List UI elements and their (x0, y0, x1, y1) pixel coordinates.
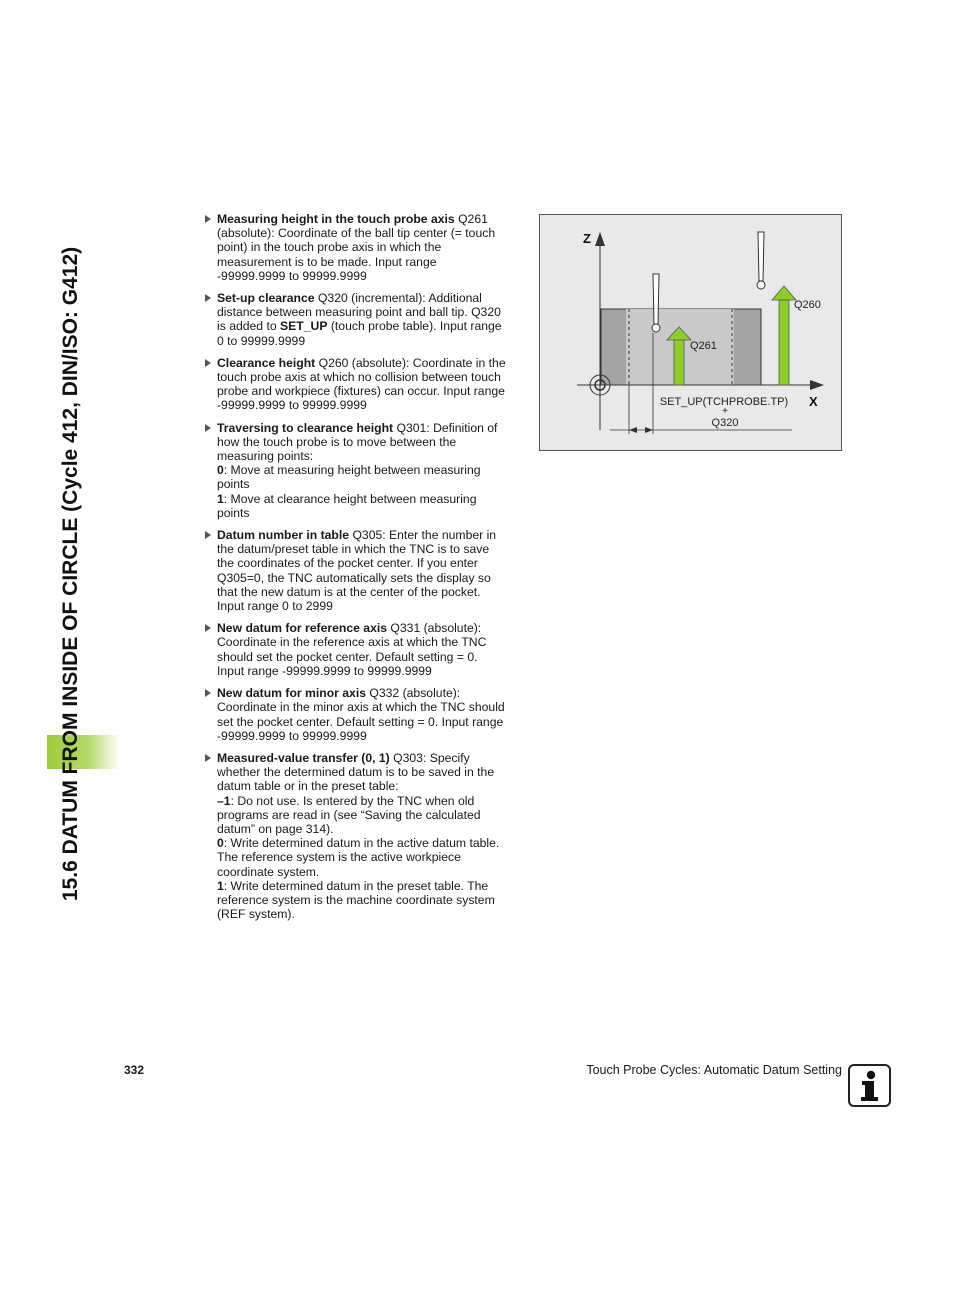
param-measured-value-transfer: Measured-value transfer (0, 1) Q303: Specify whether the determined datum is to be saved in the datum table or in the preset table: –1: Do not use. Is entered by the TNC when old programs are read in (see “Saving the calculated datum” on page 314). 0: Write determined datum in the active datum table. The reference system is the active workpiece coordinate system. 1: Write determined datum in the preset table. The reference system is the machine coordinate system (REF system). (204, 751, 520, 921)
param-setup-clearance: Set-up clearance Q320 (incremental): Additional distance between measuring point and ball tip. Q320 is added to SET_UP (touch probe table). Input range 0 to 99999.9999 (204, 291, 520, 348)
info-icon (848, 1064, 891, 1107)
param-label: Traversing to clearance height (217, 420, 394, 435)
param-measuring-height: Measuring height in the touch probe axis Q261 (absolute): Coordinate of the ball tip center (= touch point) in the touch probe axis in which the measurement is to be made. Input range -99999.9999 to 99999.9999 (204, 212, 520, 283)
param-label: Set-up clearance (217, 291, 315, 306)
footer-chapter-title: Touch Probe Cycles: Automatic Datum Setting (586, 1063, 842, 1077)
touch-probe-icon (757, 232, 765, 289)
z-axis-label: Z (583, 231, 591, 246)
q261-label: Q261 (690, 340, 717, 352)
param-datum-number: Datum number in table Q305: Enter the number in the datum/preset table in which the TNC is to save the coordinates of the pocket center. If you enter Q305=0, the TNC automatically sets the display so that the new datum is at the center of the pocket. Input range 0 to 2999 (204, 528, 520, 613)
probe-diagram-svg (540, 215, 843, 452)
dimension-arrow-icon (629, 427, 637, 433)
param-label: Datum number in table (217, 528, 350, 543)
parameter-list (204, 212, 520, 929)
page-number: 332 (124, 1063, 145, 1077)
triangle-bullet-icon (205, 215, 211, 223)
param-datum-reference-axis: New datum for reference axis Q331 (absolute): Coordinate in the reference axis at which the TNC should set the pocket center. Default setting = 0. Input range -99999.9999 to 99999.9999 (204, 621, 520, 678)
q260-green-arrow (772, 286, 796, 385)
dimension-arrow-icon (645, 427, 653, 433)
triangle-bullet-icon (205, 624, 211, 632)
q320-label: Q320 (711, 417, 739, 429)
setup-label: SET_UP(TCHPROBE.TP) (659, 396, 789, 408)
triangle-bullet-icon (205, 294, 211, 302)
param-label: New datum for minor axis (217, 686, 366, 701)
param-label: Measuring height in the touch probe axis (217, 212, 455, 226)
q260-label: Q260 (794, 299, 821, 311)
probe-diagram (539, 214, 842, 451)
triangle-bullet-icon (205, 531, 211, 539)
x-axis-label: X (809, 394, 818, 409)
z-axis-arrow-icon (595, 232, 605, 246)
chapter-tab-marker (47, 735, 120, 769)
param-label: Clearance height (217, 355, 316, 370)
param-label: Measured-value transfer (0, 1) (217, 750, 390, 765)
triangle-bullet-icon (205, 689, 211, 697)
triangle-bullet-icon (205, 754, 211, 762)
x-axis-arrow-icon (810, 380, 824, 390)
param-clearance-height: Clearance height Q260 (absolute): Coordinate in the touch probe axis at which no collision between touch probe and workpiece (fixtures) can occur. Input range -99999.9999 to 99999.9999 (204, 356, 520, 413)
triangle-bullet-icon (205, 424, 211, 432)
param-datum-minor-axis: New datum for minor axis Q332 (absolute): Coordinate in the minor axis at which the TNC should set the pocket center. Default setting = 0. Input range -99999.9999 to 99999.9999 (204, 686, 520, 743)
triangle-bullet-icon (205, 359, 211, 367)
section-title: 15.6 DATUM FROM INSIDE OF CIRCLE (Cycle 412, DIN/ISO: G412) (59, 246, 82, 902)
plus-label: + (722, 406, 728, 417)
param-label: New datum for reference axis (217, 621, 388, 636)
param-traversing-clearance-height: Traversing to clearance height Q301: Definition of how the touch probe is to move between the measuring points: 0: Move at measuring height between measuring points 1: Move at clearance height between measuring points (204, 421, 520, 520)
